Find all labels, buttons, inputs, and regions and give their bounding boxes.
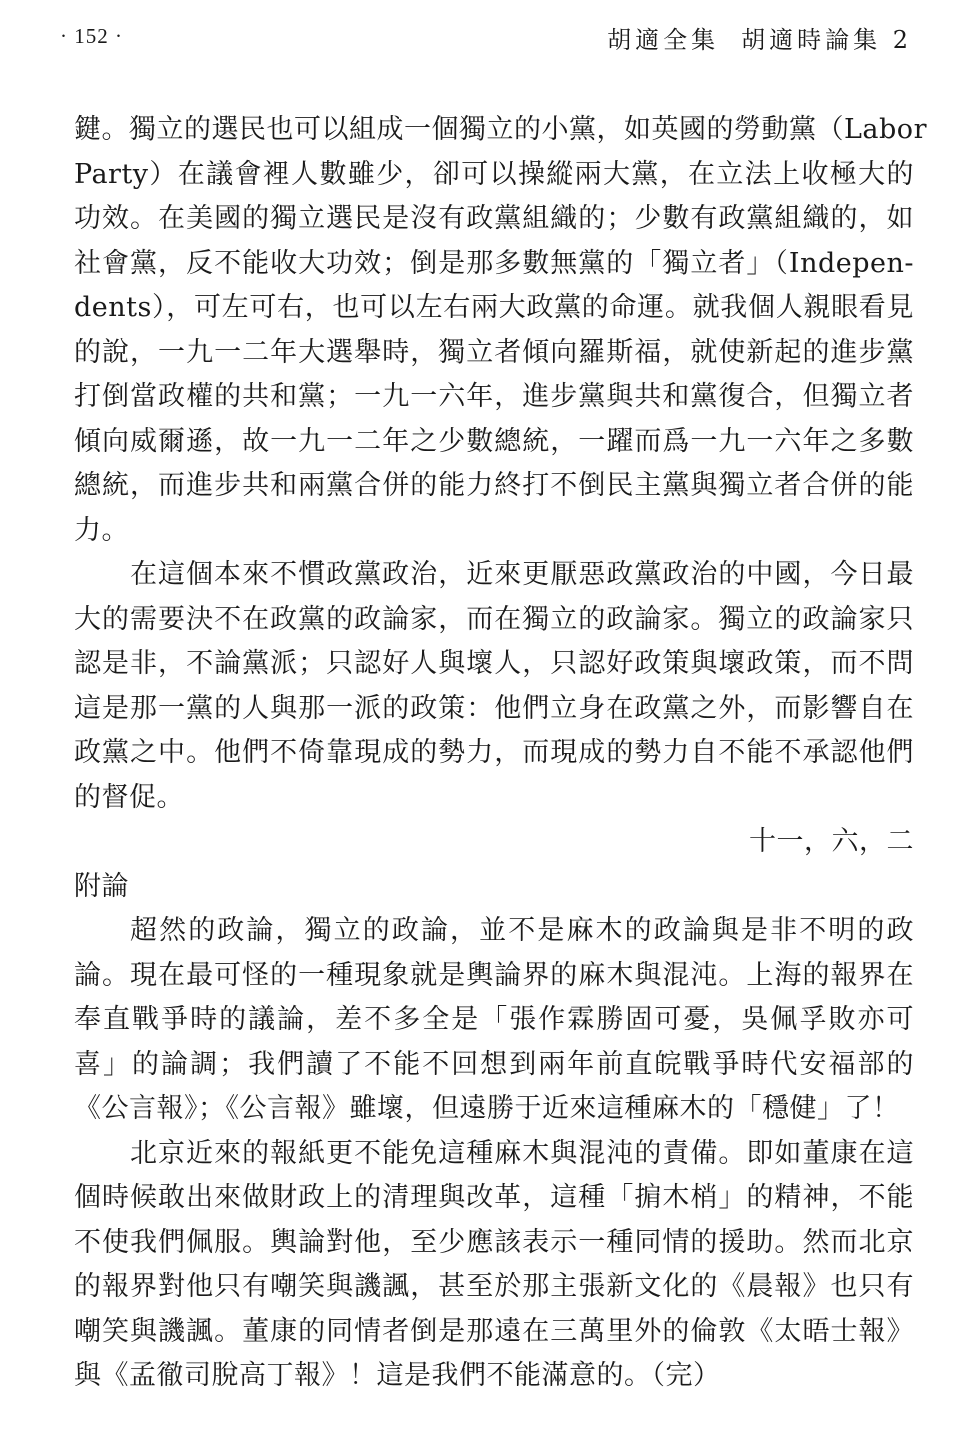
text-line: 奉直戰爭時的議論，差不多全是「張作霖勝固可憂，吳佩孚敗亦可 <box>74 1004 914 1035</box>
text-line: 超然的政論，獨立的政論，並不是麻木的政論與是非不明的政 <box>130 915 914 946</box>
text-line: 在這個本來不慣政黨政治，近來更厭惡政黨政治的中國，今日最 <box>130 559 914 590</box>
running-head <box>607 20 912 55</box>
text-line: 不使我們佩服。輿論對他，至少應該表示一種同情的援助。然而北京 <box>74 1226 914 1258</box>
text-line: 總統，而進步共和兩黨合併的能力終打不倒民主黨與獨立者合併的能 <box>74 470 914 501</box>
text-line: dents），可左可右，也可以左右兩大政黨的命運。就我個人親眼看見 <box>74 292 914 323</box>
text-line: 鍵。獨立的選民也可以組成一個獨立的小黨，如英國的勞動黨（Labor <box>74 114 927 145</box>
book-title: 胡適全集 <box>607 26 720 54</box>
text-line: Party）在議會裡人數雖少，卻可以操縱兩大黨，在立法上收極大的 <box>74 158 914 190</box>
text-line: 嘲笑與譏諷。董康的同情者倒是那遠在三萬里外的倫敦《太晤士報》 <box>74 1315 914 1347</box>
text-line: 的說，一九一二年大選舉時，獨立者傾向羅斯福，就使新起的進步黨 <box>74 336 914 368</box>
text-line: 認是非，不論黨派；只認好人與壞人，只認好政策與壞政策，而不問 <box>74 648 914 679</box>
text-line: 論。現在最可怪的一種現象就是輿論界的麻木與混沌。上海的報界在 <box>74 959 914 991</box>
text-line: 這是那一黨的人與那一派的政策：他們立身在政黨之外，而影響自在 <box>74 692 914 724</box>
section-heading: 附論 <box>74 870 129 902</box>
page-number: · 152 · <box>60 24 123 48</box>
text-line: 喜」的論調；我們讀了不能不回想到兩年前直皖戰爭時代安福部的 <box>74 1048 914 1080</box>
text-line: 北京近來的報紙更不能免這種麻木與混沌的責備。即如董康在這 <box>130 1137 914 1169</box>
text-line: 功效。在美國的獨立選民是沒有政黨組織的；少數有政黨組織的，如 <box>74 203 914 234</box>
text-line: 的督促。 <box>74 781 184 813</box>
text-line: 社會黨，反不能收大功效；倒是那多數無黨的「獨立者」（Indepen- <box>74 247 914 279</box>
body-text <box>74 108 927 1399</box>
text-line: 與《孟徹司脫高丁報》！這是我們不能滿意的。（完） <box>74 1360 721 1391</box>
text-line: 的報界對他只有嘲笑與譏諷，甚至於那主張新文化的《晨報》也只有 <box>74 1271 914 1302</box>
page-header <box>0 18 980 58</box>
text-line: 個時候敢出來做財政上的清理與改革，這種「掮木梢」的精神，不能 <box>74 1182 914 1213</box>
text-line: 打倒當政權的共和黨；一九一六年，進步黨與共和黨復合，但獨立者 <box>74 381 914 412</box>
text-line: 傾向威爾遜，故一九一二年之少數總統，一躍而爲一九一六年之多數 <box>74 425 914 457</box>
text-line: 政黨之中。他們不倚靠現成的勢力，而現成的勢力自不能不承認他們 <box>74 737 914 768</box>
volume-title: 胡適時論集 2 <box>741 26 912 54</box>
text-line: 力。 <box>74 514 129 546</box>
text-line: 《公言報》；《公言報》雖壞，但遠勝于近來這種麻木的「穩健」了！ <box>74 1093 900 1124</box>
date-line: 十一，六，二 <box>749 826 914 857</box>
text-line: 大的需要決不在政黨的政論家，而在獨立的政論家。獨立的政論家只 <box>74 603 914 635</box>
